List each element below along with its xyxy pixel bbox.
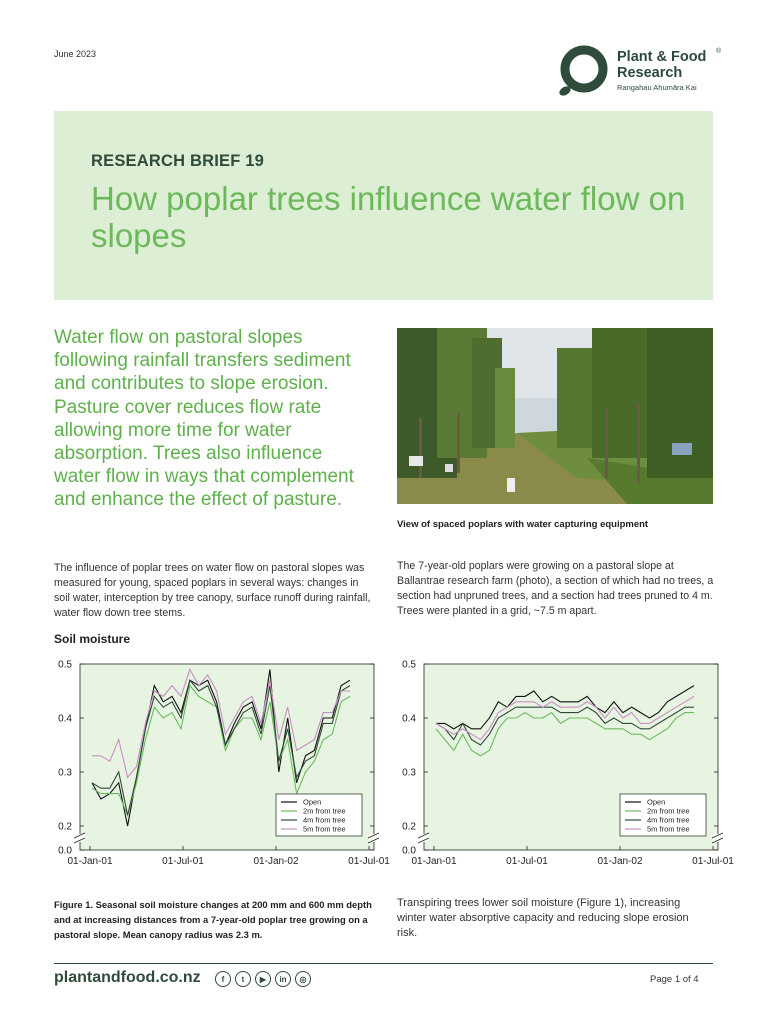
legend-label: Open <box>647 797 666 807</box>
x-tick-label: 01-Jul-01 <box>506 856 548 867</box>
y-tick-label: 0.5 <box>58 659 72 671</box>
photo-caption: View of spaced poplars with water capturing equipment <box>397 519 649 530</box>
y-tick-label: 0.2 <box>402 821 416 833</box>
poplar-photo <box>397 328 713 504</box>
x-tick-label: 01-Jan-01 <box>411 856 457 867</box>
brand-logo[interactable] <box>556 45 726 99</box>
twitter-icon[interactable]: t <box>235 971 251 987</box>
instagram-icon[interactable]: ◎ <box>295 971 311 987</box>
soil-moisture-chart-200mm <box>44 650 390 870</box>
y-tick-label: 0.0 <box>58 845 72 857</box>
x-tick-label: 01-Jul-01 <box>348 856 390 867</box>
facebook-icon[interactable]: f <box>215 971 231 987</box>
logo-registered-mark: ® <box>716 48 722 55</box>
intro-paragraph-right: The 7-year-old poplars were growing on a pastoral slope at Ballantrae research farm (photo), a section of which had no trees, a section had unpruned trees, and a section had trees pruned to 4 m. Trees were planted in a grid, ~7.5 m apart. <box>397 560 714 617</box>
legend-label: 5m from tree <box>303 824 346 834</box>
legend-label: 4m from tree <box>303 815 346 825</box>
legend-label: 4m from tree <box>647 815 690 825</box>
legend-label: 5m from tree <box>647 824 690 834</box>
x-tick-label: 01-Jul-01 <box>162 856 204 867</box>
publication-date: June 2023 <box>54 49 97 59</box>
page-title: How poplar trees influence water flow on slopes <box>91 180 686 254</box>
x-tick-label: 01-Jan-02 <box>253 856 299 867</box>
legend-label: 2m from tree <box>647 806 690 816</box>
legend-label: 2m from tree <box>303 806 346 816</box>
y-tick-label: 0.2 <box>58 821 72 833</box>
y-tick-label: 0.5 <box>402 659 416 671</box>
x-tick-label: 01-Jan-01 <box>67 856 113 867</box>
page-number: Page 1 of 4 <box>650 974 699 985</box>
y-tick-label: 0.4 <box>58 713 72 725</box>
x-tick-label: 01-Jan-02 <box>597 856 643 867</box>
soil-moisture-chart-600mm <box>388 650 734 870</box>
intro-paragraph-left: The influence of poplar trees on water flow on pastoral slopes was measured for young, spaced poplars in several ways: changes in soil water, interception by tree canopy, surface runoff during rainfall, water flow down tree stems. <box>54 562 371 619</box>
website-link[interactable]: plantandfood.co.nz <box>54 969 201 986</box>
section-heading-soil-moisture: Soil moisture <box>54 632 131 646</box>
footer-divider <box>54 963 713 964</box>
y-tick-label: 0.3 <box>402 767 416 779</box>
figure-caption: Figure 1. Seasonal soil moisture changes at 200 mm and 600 mm depth and at increasing distances from a 7-year-old poplar tree growing on a pastoral slope. Mean canopy radius was 2.3 m. <box>54 899 372 940</box>
lead-paragraph: Water flow on pastoral slopes following rainfall transfers sediment and contributes to slope erosion. Pasture cover reduces flow rate allowing more time for water absorption. Trees also influence water flow in ways that complement and enhance the effect of pasture. <box>54 327 354 511</box>
logo-subtitle: Rangahau Ahumāra Kai <box>617 83 697 92</box>
research-brief-kicker: RESEARCH BRIEF 19 <box>91 152 265 170</box>
youtube-icon[interactable]: ▶ <box>255 971 271 987</box>
y-tick-label: 0.4 <box>402 713 416 725</box>
y-tick-label: 0.3 <box>58 767 72 779</box>
legend-label: Open <box>303 797 322 807</box>
y-tick-label: 0.0 <box>402 845 416 857</box>
logo-mark-icon <box>556 45 612 99</box>
hero-banner <box>54 111 713 300</box>
logo-title: Plant & Food Research <box>617 49 707 81</box>
linkedin-icon[interactable]: in <box>275 971 291 987</box>
x-tick-label: 01-Jul-01 <box>692 856 734 867</box>
social-links <box>215 971 311 987</box>
figure-summary: Transpiring trees lower soil moisture (Figure 1), increasing winter water absorptive capacity and reducing slope erosion risk. <box>397 897 689 939</box>
